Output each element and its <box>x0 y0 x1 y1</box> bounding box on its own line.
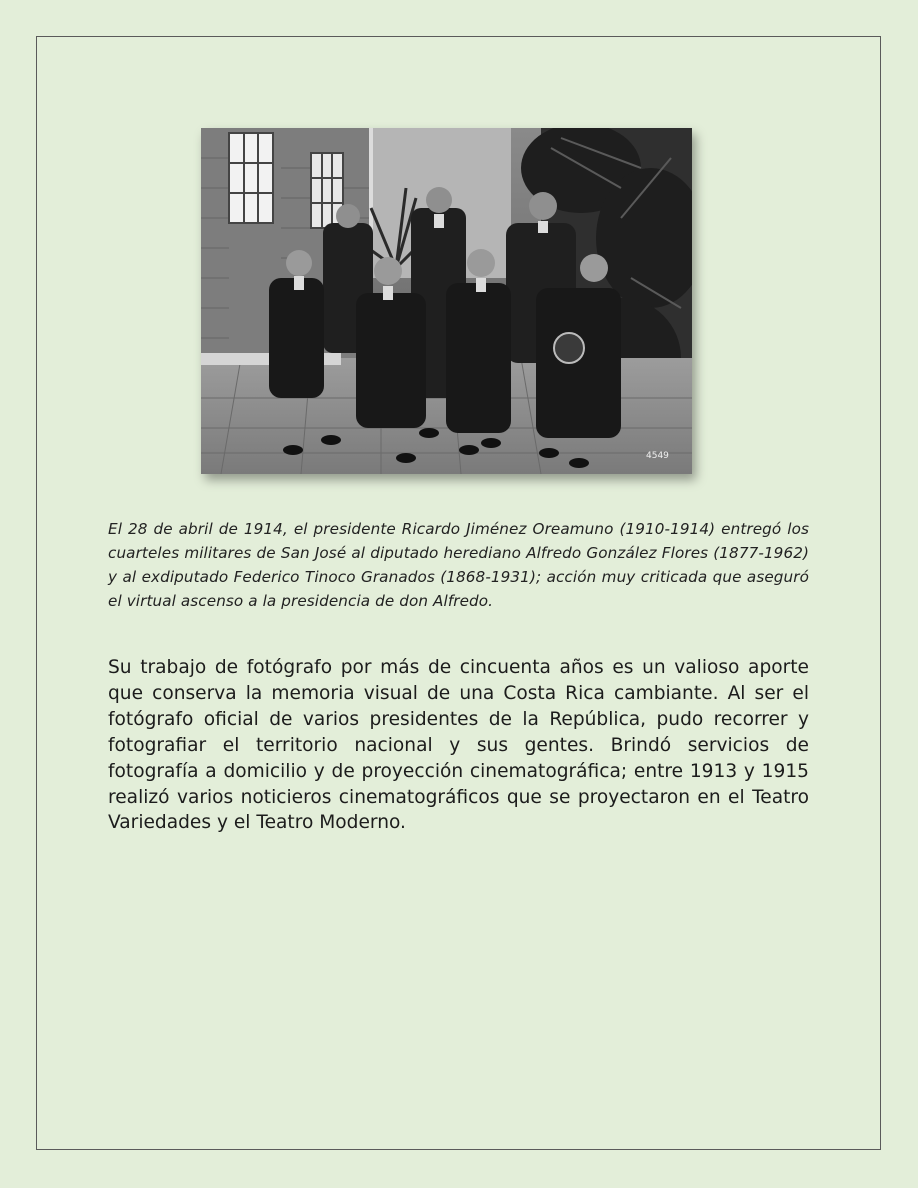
historical-group-photo <box>201 128 692 474</box>
plate-number: 4549 <box>646 451 669 461</box>
body-paragraph: Su trabajo de fotógrafo por más de cincuenta años es un valioso aporte que conserva la memoria visual de una Costa Rica cambiante. Al ser el fotógrafo oficial de varios presidentes de la República, pudo recorrer y fotografiar el territorio nacional y sus gentes. Brindó servicios de fotografía a domicilio y de proyección cinematográfica; entre 1913 y 1915 realizó varios noticieros cinematográficos que se proyectaron en el Teatro Variedades y el Teatro Moderno. <box>108 657 809 834</box>
photo-caption: El 28 de abril de 1914, el presidente Ricardo Jiménez Oreamuno (1910-1914) entregó los cuarteles militares de San José al diputado herediano Alfredo González Flores (1877-1962) y al exdiputado Federico Tinoco Granados (1868-1931); acción muy criticada que aseguró el virtual ascenso a la presidencia de don Alfredo. <box>108 520 809 610</box>
photo-illustration <box>201 128 692 474</box>
